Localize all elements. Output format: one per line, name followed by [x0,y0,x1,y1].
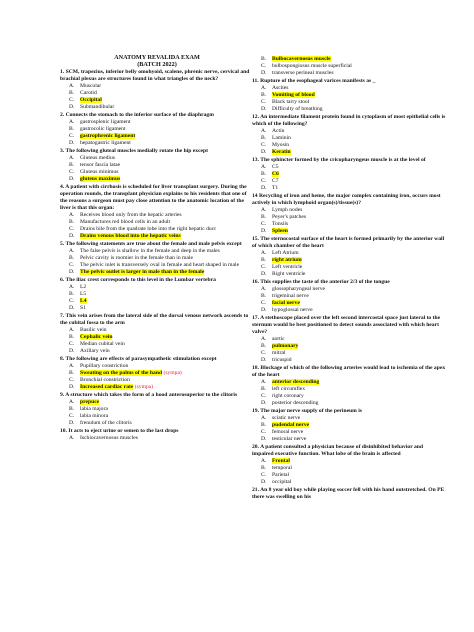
option-letter: A. [69,284,75,291]
question-text: 20. A patient consulted a physician because of disinhibited behavior and impaired executive function. What lobe of the brain is affected [252,444,424,457]
option-letter: C. [261,63,267,69]
option-text: Basilic vein [80,327,107,334]
question-block [252,408,446,443]
option-letter: D. [261,357,267,363]
option-letter: A. [261,336,267,342]
option-text: Receives blood only from the hepatic arteries [80,212,182,219]
option-text: transverse perineal muscles [272,70,334,76]
option-letter: D. [261,436,267,442]
question-text: 14 Recycling of iron and heme, the major complex containing iron, occurs most actively in which lymphoid organ(s)/tissue(s)? [252,193,441,206]
answer-option [60,90,254,97]
option-text: Right ventricle [272,271,306,277]
question-text: 19. The major nerve supply of the perineum is [252,408,362,414]
answer-option [252,171,446,178]
answer-option [60,233,254,240]
question-block [60,69,254,111]
option-letter: C. [261,178,267,184]
option-letter: D. [69,305,75,312]
option-text: gastrosplenic ligament [80,119,131,126]
answer-option [60,435,254,442]
option-letter: C. [69,413,75,420]
option-text: labia majora [80,406,108,413]
option-letter: A. [69,83,75,90]
option-text: Muscular [80,83,102,90]
option-text: Ascites [272,85,289,91]
answer-option [60,176,254,183]
correct-answer-highlight: right atrium [272,257,302,263]
option-letter: C. [261,221,267,227]
option-text: occipital [272,479,292,485]
answer-option [60,162,254,169]
option-letter: D. [261,228,267,234]
correct-answer-highlight: Increased cardiac rate [80,384,134,391]
question-block [60,184,254,240]
option-letter: C. [261,264,267,270]
option-text: Drains bile from the quadrate lobe into the right hepatic duct [80,226,216,233]
exam-title-line: ANATOMY REVALIDA EXAM [114,54,200,61]
correct-answer-highlight: The pelvic outlet is larger in male than in the female [80,269,205,276]
option-letter: B. [69,291,75,298]
option-text: Parietal [272,472,290,478]
question-text: 10. It acts to eject urine or semen to the last drops [60,428,179,435]
option-text: Axillary vein [80,348,110,355]
option-letter: B. [261,386,267,392]
question-block [252,315,446,364]
answer-option [252,422,446,429]
correct-answer-highlight: Cephalic vein [80,334,113,341]
answer-option [60,269,254,276]
answer-option [60,399,254,406]
exam-batch-line: (BATCH 2022) [137,61,177,69]
question-block [60,277,254,312]
correct-answer-highlight: L4 [80,298,87,305]
option-letter: A. [261,164,267,170]
answer-option [252,214,446,221]
option-letter: D. [69,269,75,276]
option-letter: D. [69,140,75,147]
question-text: 7. This vein arises from the lateral side of the dorsal venous network ascends to the cubital fossa to the arm [60,313,249,327]
correct-answer-highlight: Occipital [80,97,102,104]
option-letter: A. [69,435,75,442]
option-text: Myosin [272,142,290,148]
option-letter: D. [69,420,75,427]
answer-option [252,85,446,92]
answer-option [60,284,254,291]
option-text: Gluteus medius [80,155,115,162]
answer-option [252,429,446,436]
question-block [252,236,446,278]
option-letter: A. [69,212,75,219]
option-text: posterior descending [272,400,319,406]
option-text: sciatic nerve [272,415,301,421]
answer-option [252,178,446,185]
option-letter: B. [261,214,267,220]
answer-option [60,341,254,348]
question-block [252,78,446,113]
option-text: frenulum of the clitoris [80,420,132,427]
question-text: 18. Blockage of which of the following arteries would lead to ischemia of the apex of the heart [252,365,446,378]
correct-answer-highlight: prepuce [80,399,100,406]
option-text: Pupillary constriction [80,363,129,370]
answer-option [60,298,254,305]
option-letter: D. [261,307,267,313]
option-text: hypoglossal nerve [272,307,313,313]
answer-option [252,472,446,479]
answer-option [60,370,254,377]
option-text: gastrocolic ligament [80,126,126,133]
correct-answer-highlight: gastrophrenic ligament [80,133,136,140]
answer-option [60,104,254,111]
answer-option [252,350,446,357]
option-text: Manufactures red blood cells in an adult [80,219,171,226]
option-text: Left Atrium [272,250,299,256]
answer-option [252,92,446,99]
option-letter: C. [261,350,267,356]
answer-option [252,336,446,343]
option-letter: C. [261,99,267,105]
answer-option [60,305,254,312]
option-letter: A. [261,415,267,421]
option-text: Carotid [80,90,97,97]
answer-option [252,307,446,314]
question-text: 9. A structure which takes the form of a hood anterosuperior to the clitoris [60,392,238,399]
option-text: tricuspid [272,357,292,363]
option-text: Ischiocavernosus muscles [80,435,138,442]
option-letter: B. [261,422,267,428]
option-text: tensor fascia latae [80,162,121,169]
option-letter: D. [261,479,267,485]
option-letter: C. [69,341,75,348]
option-text: T1 [272,185,279,191]
option-letter: B. [261,135,267,141]
answer-option [60,119,254,126]
option-text: Bronchial constriction [80,377,130,384]
option-text: Difficulty of breathing [272,106,323,112]
option-text: trigeminal nerve [272,293,309,299]
answer-option [60,327,254,334]
answer-option [252,221,446,228]
question-block [252,56,446,77]
correct-answer-highlight: Sweating on the palms of the hand [80,370,163,377]
question-block [60,313,254,355]
answer-option [252,436,446,443]
answer-option [252,70,446,77]
option-text: femoral nerve [272,429,304,435]
option-letter: A. [69,248,75,255]
question-text: 5. The following statements are true about the female and male pelvis except [60,241,242,248]
answer-option [252,400,446,407]
correct-answer-highlight: Vomiting of blood [272,92,315,98]
option-text: S1 [80,305,86,312]
option-letter: B. [261,293,267,299]
option-letter: B. [69,370,75,377]
answer-option [252,228,446,235]
answer-option [252,415,446,422]
question-block [252,279,446,314]
answer-option [252,286,446,293]
option-letter: D. [261,149,267,155]
answer-option [252,250,446,257]
option-text: C7 [272,178,279,184]
question-block [60,356,254,391]
question-block [60,148,254,183]
option-letter: D. [261,400,267,406]
option-letter: A. [69,119,75,126]
option-text: Black tarry stool [272,99,310,105]
correct-answer-highlight: gluteus maximus [80,176,121,183]
option-text: Submandibular [80,104,115,111]
question-block [252,365,446,407]
answer-option [60,291,254,298]
answer-option [252,63,446,70]
answer-option [60,97,254,104]
exam-title [60,54,254,68]
option-text: Median cubital vein [80,341,125,348]
option-letter: D. [261,106,267,112]
answer-option [252,293,446,300]
answer-option [252,271,446,278]
correct-answer-highlight: Keratin [272,149,291,155]
answer-option [252,106,446,113]
option-letter: C. [69,262,75,269]
answer-option [252,142,446,149]
answer-option [252,135,446,142]
option-letter: A. [261,85,267,91]
option-text: The pelvic inlet is transversely oval in female and heart shaped in male [80,262,240,269]
option-text: Laminin [272,135,291,141]
answer-option [60,140,254,147]
answer-option [252,393,446,400]
correct-answer-highlight: anterior descending [272,379,320,385]
option-text: mitral [272,350,286,356]
option-letter: C. [69,133,75,140]
option-text: testicular nerve [272,436,307,442]
option-letter: B. [69,334,75,341]
option-letter: B. [69,126,75,133]
option-letter: A. [261,207,267,213]
question-text: 17. A stethoscope placed over the left second intercostal space just lateral to the sternum would be best positioned to detect sounds associated with which heart valve? [252,315,441,335]
option-letter: A. [261,379,267,385]
left-column [60,54,254,442]
answer-option [252,264,446,271]
option-letter: B. [261,171,267,177]
answer-option [252,128,446,135]
option-text: Actin [272,128,285,134]
option-text: aortic [272,336,285,342]
option-letter: D. [69,348,75,355]
answer-option [252,257,446,264]
question-text: 13. The sphincter formed by the cricopharyngeus muscle is at the level of [252,157,426,163]
option-letter: D. [69,384,75,391]
answer-option [252,465,446,472]
correct-answer-highlight: Drains venous blood into the hepatic veins [80,233,181,240]
answer-option [60,420,254,427]
answer-option [60,169,254,176]
option-text: glossopharyngeal nerve [272,286,325,292]
question-text: 16. This supplies the taste of the anterior 2/3 of the tongue [252,279,390,285]
answer-option [60,133,254,140]
answer-option [252,479,446,486]
correct-answer-highlight: Frontal [272,458,290,464]
option-letter: A. [69,327,75,334]
option-letter: C. [261,393,267,399]
option-letter: C. [69,97,75,104]
option-letter: A. [69,155,75,162]
question-text: 12. An intermediate filament protein found in cytoplasm of most epithelial cells is which of the following? [252,114,446,127]
option-text: Tonsils [272,221,289,227]
option-letter: A. [261,286,267,292]
question-text: 8. The following are effects of parasympathetic stimulation except [60,356,217,363]
correct-answer-highlight: pulmonary [272,343,299,349]
option-text: right coronary [272,393,304,399]
correct-answer-highlight: Bulbocavernosus muscle [272,56,331,62]
right-column [252,56,446,501]
option-letter: D. [69,104,75,111]
question-block [252,193,446,235]
option-letter: C. [69,298,75,305]
answer-option [60,262,254,269]
answer-option [252,458,446,465]
answer-note: (sympa) [134,384,154,391]
option-letter: C. [261,300,267,306]
answer-option [60,348,254,355]
option-letter: C. [261,142,267,148]
option-letter: B. [69,219,75,226]
option-text: L2 [80,284,87,291]
question-text: 2. Connects the stomach to the inferior surface of the diaphragm [60,112,214,119]
answer-option [252,379,446,386]
option-letter: A. [261,128,267,134]
answer-option [60,126,254,133]
option-letter: D. [261,271,267,277]
answer-option [252,99,446,106]
question-text: 1. SCM, trapezius, inferior belly omohyoid, scalene, phrenic nerve, cervical and brachial plexus are structures found in what triangles of the neck? [60,69,250,83]
option-text: bulbospongiosus muscle superficial [272,63,352,69]
option-letter: C. [261,429,267,435]
answer-option [60,334,254,341]
answer-option [60,384,254,391]
answer-option [252,343,446,350]
option-text: L5 [80,291,87,298]
question-block [252,157,446,192]
option-text: Peyer's patches [272,214,307,220]
option-letter: D. [261,185,267,191]
question-block [60,428,254,442]
correct-answer-highlight: Spleen [272,228,288,234]
option-letter: B. [261,56,267,62]
answer-option [60,406,254,413]
option-text: The false pelvis is shallow in the female and deep in the males [80,248,220,255]
question-text: 4. A patient with cirrhosis is scheduled for liver transplant surgery. During the operation rounds, the transplant physician explains to his residents that one of the reasons a surgeon must pay close attention to the anatomic location of the liver is that this organ: [60,184,247,212]
option-text: temporal [272,465,292,471]
option-text: C5 [272,164,279,170]
question-text: 11. Rupture of the esophageal varices manifests as _ [252,78,376,84]
question-block [252,444,446,486]
option-letter: D. [69,233,75,240]
question-text: 21. An 8 year old boy while playing soccer fell with his hand outstretched. On PE there was swelling on his [252,487,445,500]
answer-option [252,56,446,63]
option-letter: A. [261,458,267,464]
option-text: Lymph nodes [272,207,303,213]
option-letter: A. [69,399,75,406]
question-block [60,241,254,276]
answer-note: (sympa) [163,370,182,377]
answer-option [252,357,446,364]
option-letter: B. [69,406,75,413]
option-letter: B. [261,465,267,471]
question-block [60,392,254,427]
option-letter: C. [69,226,75,233]
question-text: 15. The sternocostal surface of the heart is formed primarily by the anterior wall of which chamber of the heart [252,236,445,249]
question-block [252,114,446,156]
option-text: hepatogastric ligament [80,140,131,147]
correct-answer-highlight: facial nerve [272,300,300,306]
answer-option [252,185,446,192]
option-letter: C. [69,169,75,176]
option-letter: B. [69,162,75,169]
option-letter: B. [261,343,267,349]
question-block [60,112,254,147]
option-text: Gluteus minimus [80,169,119,176]
option-letter: D. [69,176,75,183]
question-block [252,487,446,501]
question-text: 6. The iliac crest corresponds to this level in the Lumbar vertebra [60,277,216,284]
option-letter: B. [261,257,267,263]
option-letter: C. [261,472,267,478]
correct-answer-highlight: C6 [272,171,279,177]
option-letter: C. [69,377,75,384]
answer-option [252,149,446,156]
option-text: left circumflex [272,386,306,392]
answer-option [60,83,254,90]
option-letter: D. [261,70,267,76]
option-letter: A. [69,363,75,370]
answer-option [252,207,446,214]
option-letter: A. [261,250,267,256]
answer-option [252,300,446,307]
answer-option [252,164,446,171]
option-letter: B. [261,92,267,98]
answer-option [252,386,446,393]
option-text: labia minora [80,413,109,420]
option-text: Pelvic cavity is roomier in the female than in male [80,255,193,262]
option-letter: B. [69,90,75,97]
option-text: Left ventricle [272,264,303,270]
option-letter: B. [69,255,75,262]
answer-option [60,226,254,233]
correct-answer-highlight: pudendal nerve [272,422,310,428]
question-text: 3. The following gluteal muscles medially rotate the hip except [60,148,209,155]
